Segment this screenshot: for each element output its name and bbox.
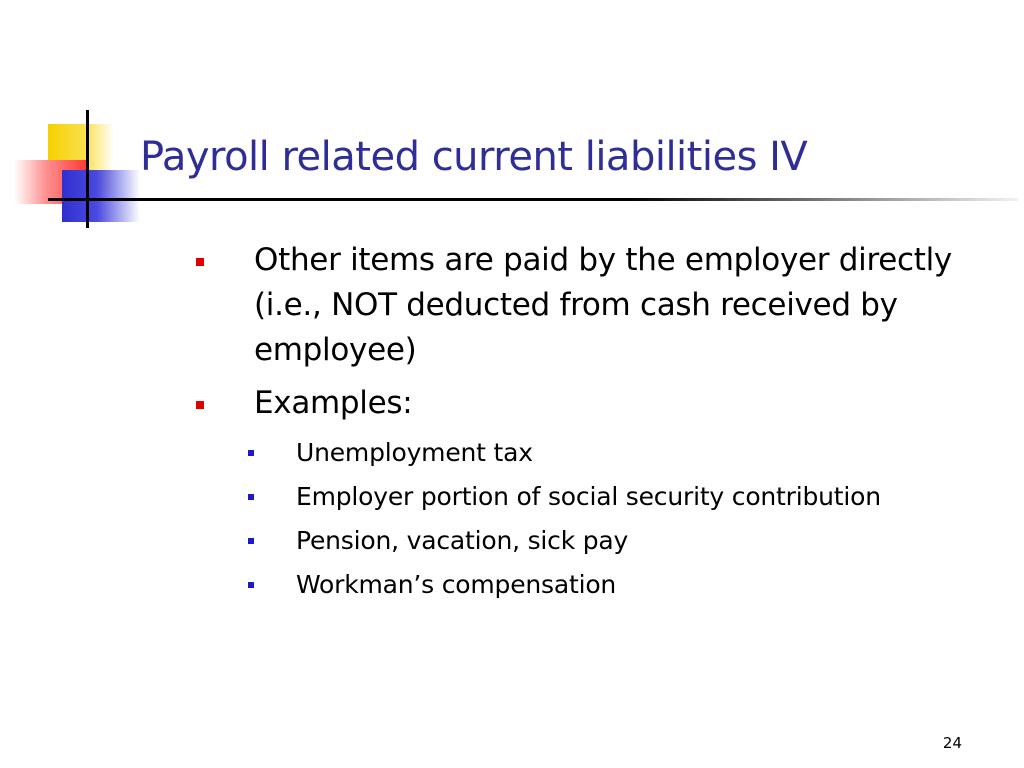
slide-content [196,238,956,610]
page-number: 24 [942,734,962,752]
ornament-blue-square [62,170,140,222]
sub-bullet-item [248,522,956,560]
bullet-text: Examples: [254,385,413,421]
sub-bullet-text: Pension, vacation, sick pay [296,526,629,555]
bullet-item [196,381,956,426]
sub-bullet-item [248,566,956,604]
blue-square-bullet-icon [248,494,254,500]
blue-square-bullet-icon [248,582,254,588]
red-square-bullet-icon [196,401,204,409]
sub-bullet-item [248,478,956,516]
sub-bullet-item [248,434,956,472]
blue-square-bullet-icon [248,450,254,456]
sub-bullet-text: Employer portion of social security contribution [296,482,881,511]
slide-title: Payroll related current liabilities IV [140,134,808,180]
sub-bullet-text: Unemployment tax [296,438,533,467]
red-square-bullet-icon [196,258,204,266]
ornament-vertical-line [86,110,89,228]
sub-bullet-text: Workman’s compensation [296,570,617,599]
title-underline [48,198,1018,201]
bullet-item [196,238,956,373]
blue-square-bullet-icon [248,538,254,544]
title-ornament [0,0,1024,240]
bullet-text: Other items are paid by the employer directly (i.e., NOT deducted from cash received by employee) [254,242,952,368]
